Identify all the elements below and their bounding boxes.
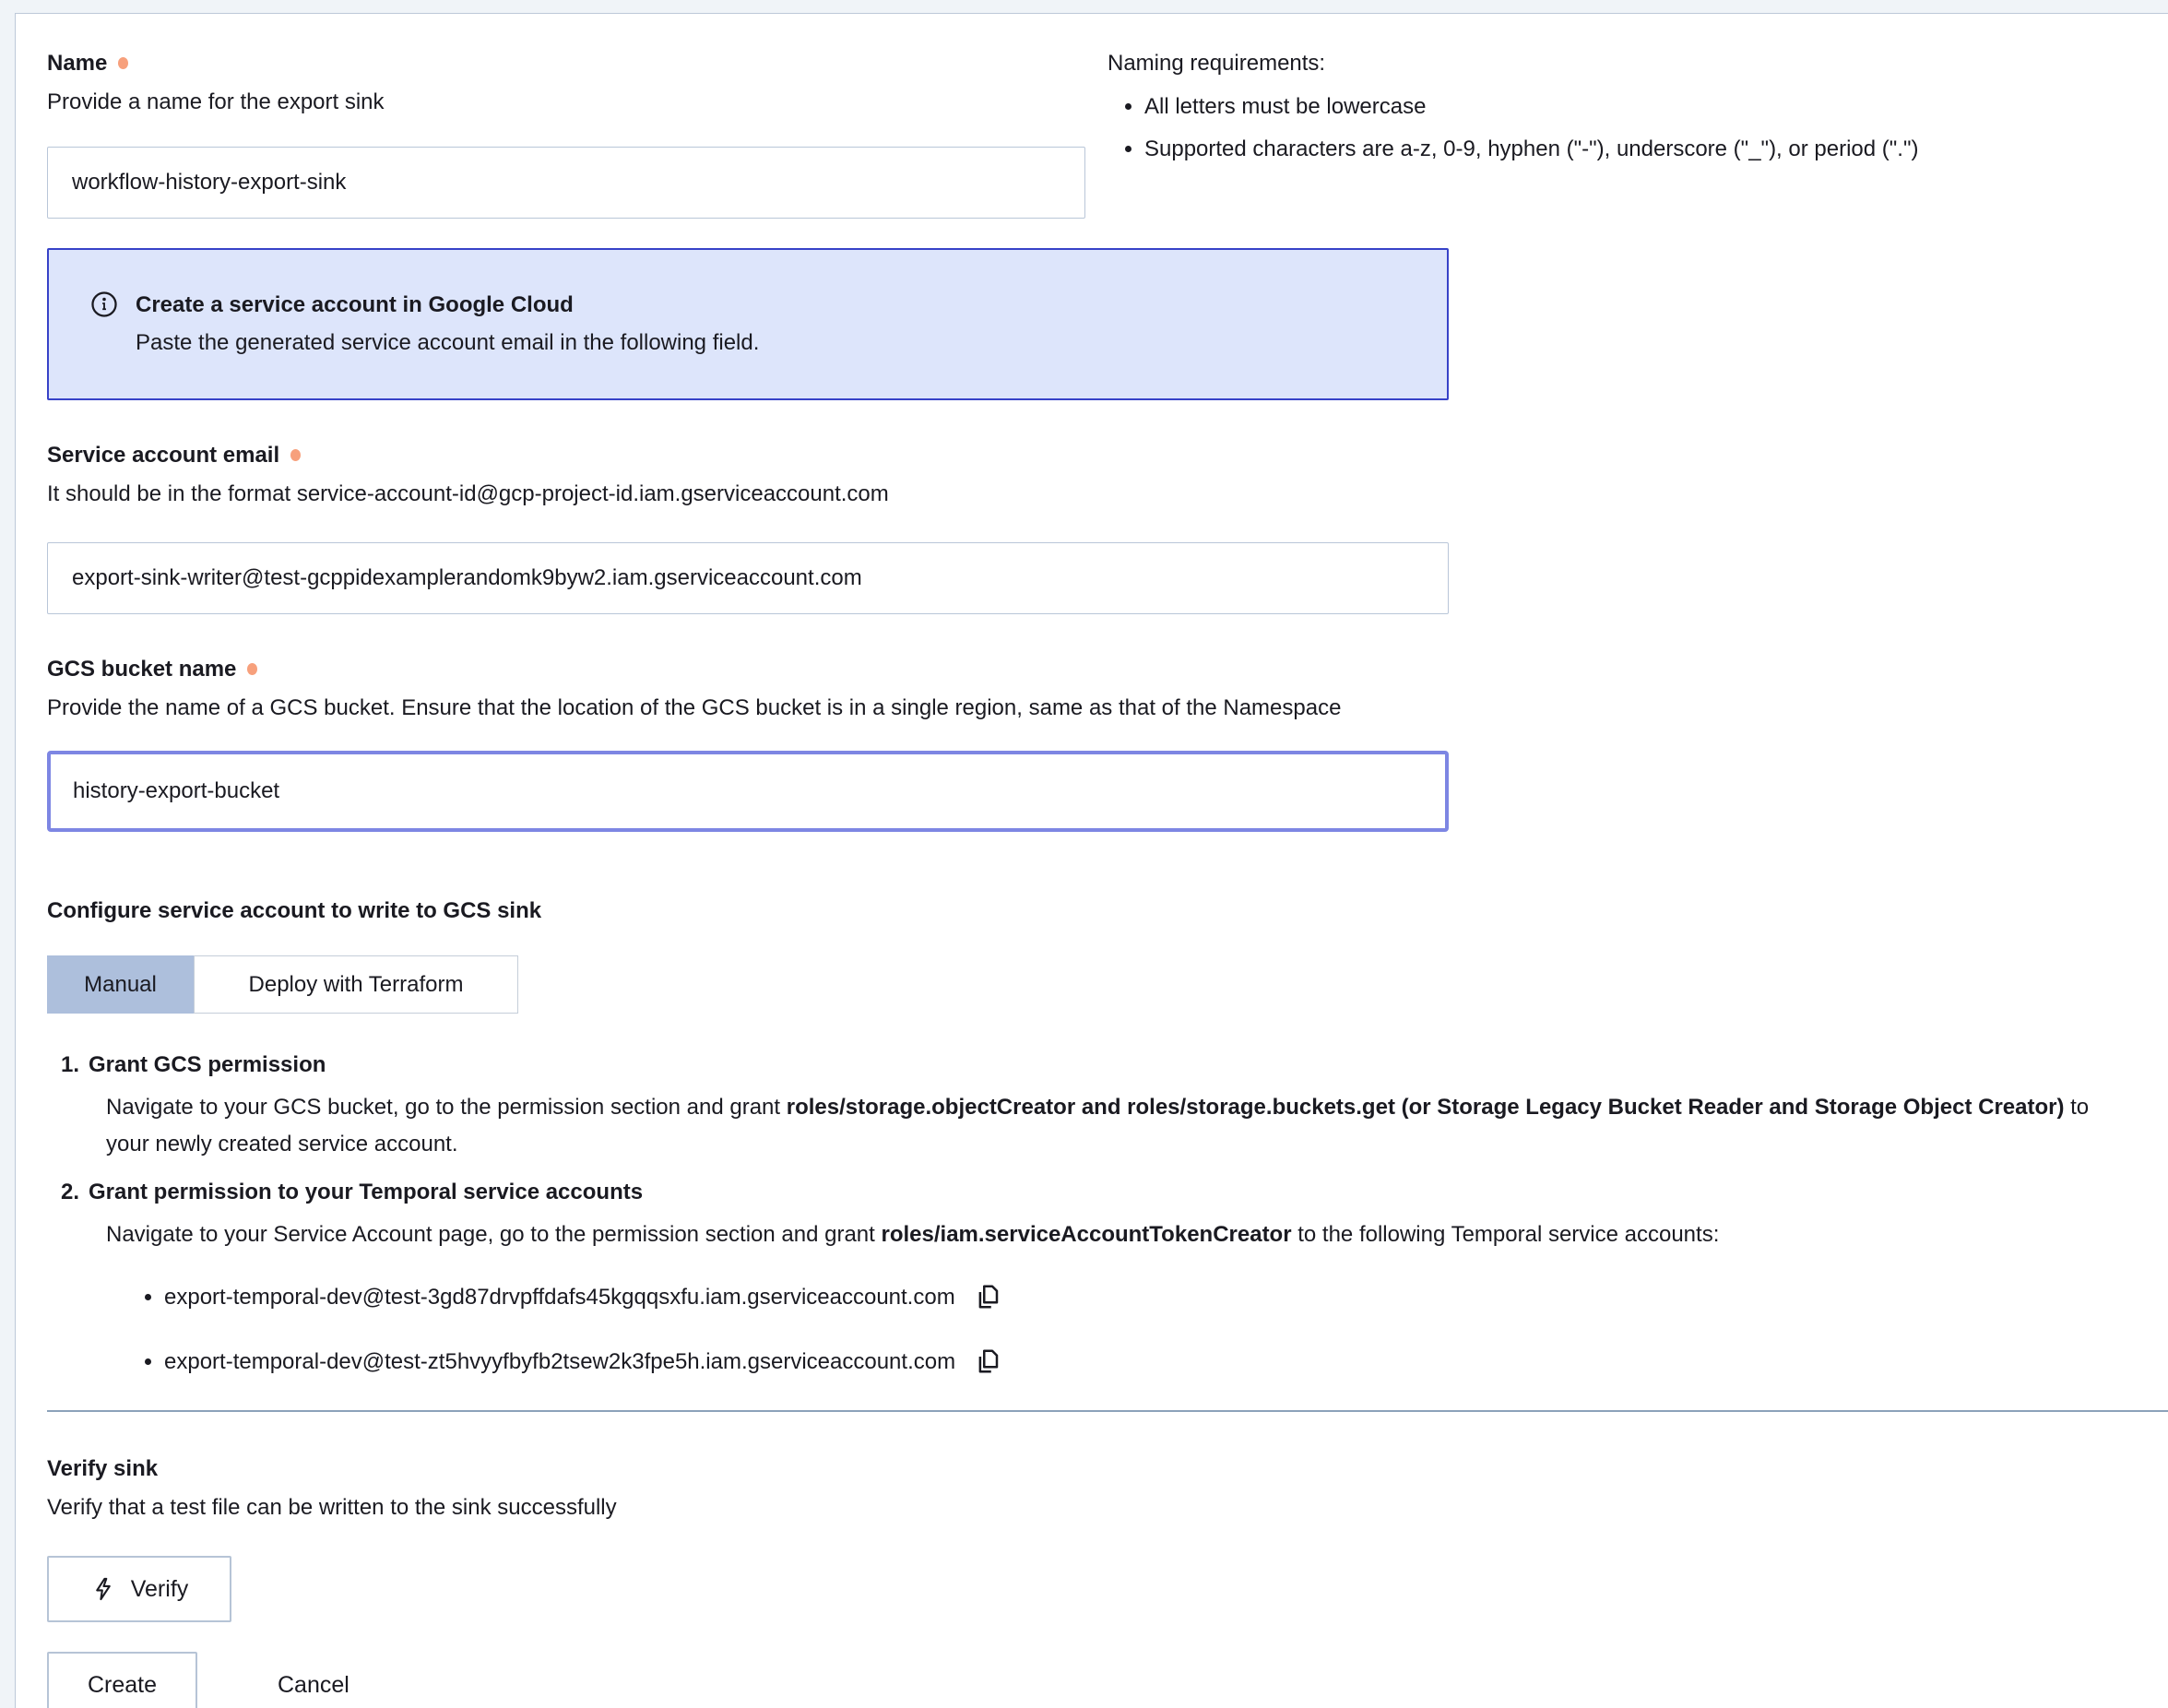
name-field-group <box>47 49 1085 219</box>
configure-tabs <box>47 955 518 1014</box>
configure-section-title: Configure service account to write to GCS sink <box>47 898 542 923</box>
step-title-text: Grant GCS permission <box>89 1052 326 1077</box>
form-card <box>15 13 2168 1708</box>
info-banner-text <box>136 289 759 360</box>
manual-steps <box>47 1050 2123 1379</box>
step-body-bold: roles/storage.objectCreator and roles/storage.buckets.get (or Storage Legacy Bucket Reader and Storage Object Creator) <box>786 1095 2065 1120</box>
form-actions <box>47 1652 2123 1708</box>
naming-requirements <box>1108 49 2123 165</box>
name-label <box>47 49 1085 78</box>
create-button[interactable]: Create <box>47 1652 197 1708</box>
info-banner-title: Create a service account in Google Cloud <box>136 292 574 317</box>
bucket-label <box>47 655 2123 684</box>
service-account-description: It should be in the format service-account-id@gcp-project-id.iam.gserviceaccount.com <box>47 481 889 506</box>
verify-button-label: Verify <box>130 1575 189 1602</box>
tab-deploy-with-terraform[interactable]: Deploy with Terraform <box>194 955 518 1014</box>
name-label-text: Name <box>47 51 108 76</box>
bucket-description: Provide the name of a GCS bucket. Ensure that the location of the GCS bucket is in a single region, same as that of the Namespace <box>47 695 1342 720</box>
info-icon <box>89 290 119 319</box>
temporal-account-item <box>164 1281 2123 1314</box>
service-account-email-input[interactable] <box>47 542 1449 614</box>
step-body <box>106 1089 2098 1163</box>
service-account-label <box>47 441 2123 470</box>
verify-section-description: Verify that a test file can be written to the sink successfully <box>47 1495 617 1520</box>
name-input[interactable] <box>47 147 1085 219</box>
service-account-field-group <box>47 441 2123 614</box>
copy-button[interactable] <box>974 1346 1001 1376</box>
required-dot-icon <box>290 449 301 461</box>
section-divider <box>47 1410 2168 1412</box>
step-body-text: to your newly created service account. <box>106 1095 2090 1156</box>
top-section <box>47 49 2123 219</box>
naming-requirement-item: • Supported characters are a-z, 0-9, hyphen ("-"), underscore ("_"), or period (".") <box>1144 134 2123 165</box>
step-number: 1. <box>61 1052 80 1077</box>
cancel-button[interactable]: Cancel <box>268 1672 359 1699</box>
step-body-text: to the following Temporal service accounts: <box>1291 1222 1720 1247</box>
step-grant-temporal-permission <box>61 1178 2123 1253</box>
verify-button[interactable] <box>47 1556 231 1622</box>
info-banner <box>47 248 1449 400</box>
copy-icon <box>974 1282 1001 1311</box>
bucket-name-input[interactable] <box>47 751 1449 832</box>
required-dot-icon <box>118 57 128 69</box>
step-title-text: Grant permission to your Temporal service accounts <box>89 1180 644 1204</box>
bucket-label-text: GCS bucket name <box>47 657 237 682</box>
temporal-account-item <box>164 1346 2123 1379</box>
service-account-label-text: Service account email <box>47 443 280 468</box>
info-banner-body: Paste the generated service account email in the following field. <box>136 330 760 355</box>
step-grant-gcs-permission <box>61 1050 2123 1163</box>
temporal-account-email: export-temporal-dev@test-zt5hvyyfbyfb2tsew2k3fpe5h.iam.gserviceaccount.com <box>164 1349 956 1374</box>
verify-section-title: Verify sink <box>47 1456 159 1481</box>
step-body <box>106 1216 2098 1253</box>
name-description: Provide a name for the export sink <box>47 89 385 114</box>
required-dot-icon <box>247 663 257 675</box>
naming-requirements-list <box>1108 91 2123 165</box>
tab-manual[interactable]: Manual <box>47 955 194 1014</box>
temporal-accounts-list <box>144 1281 2123 1379</box>
copy-icon <box>974 1346 1001 1376</box>
step-number: 2. <box>61 1180 80 1204</box>
copy-button[interactable] <box>974 1282 1001 1311</box>
lightning-bolt-icon <box>90 1576 116 1602</box>
step-body-text: Navigate to your GCS bucket, go to the permission section and grant <box>106 1095 787 1120</box>
step-body-text: Navigate to your Service Account page, go to the permission section and grant <box>106 1222 882 1247</box>
temporal-account-email: export-temporal-dev@test-3gd87drvpffdafs45kgqqsxfu.iam.gserviceaccount.com <box>164 1285 955 1310</box>
naming-requirement-item: • All letters must be lowercase <box>1144 91 2123 123</box>
bucket-field-group <box>47 655 2123 832</box>
naming-requirements-title: Naming requirements: <box>1108 51 1326 76</box>
step-body-bold: roles/iam.serviceAccountTokenCreator <box>881 1222 1292 1247</box>
